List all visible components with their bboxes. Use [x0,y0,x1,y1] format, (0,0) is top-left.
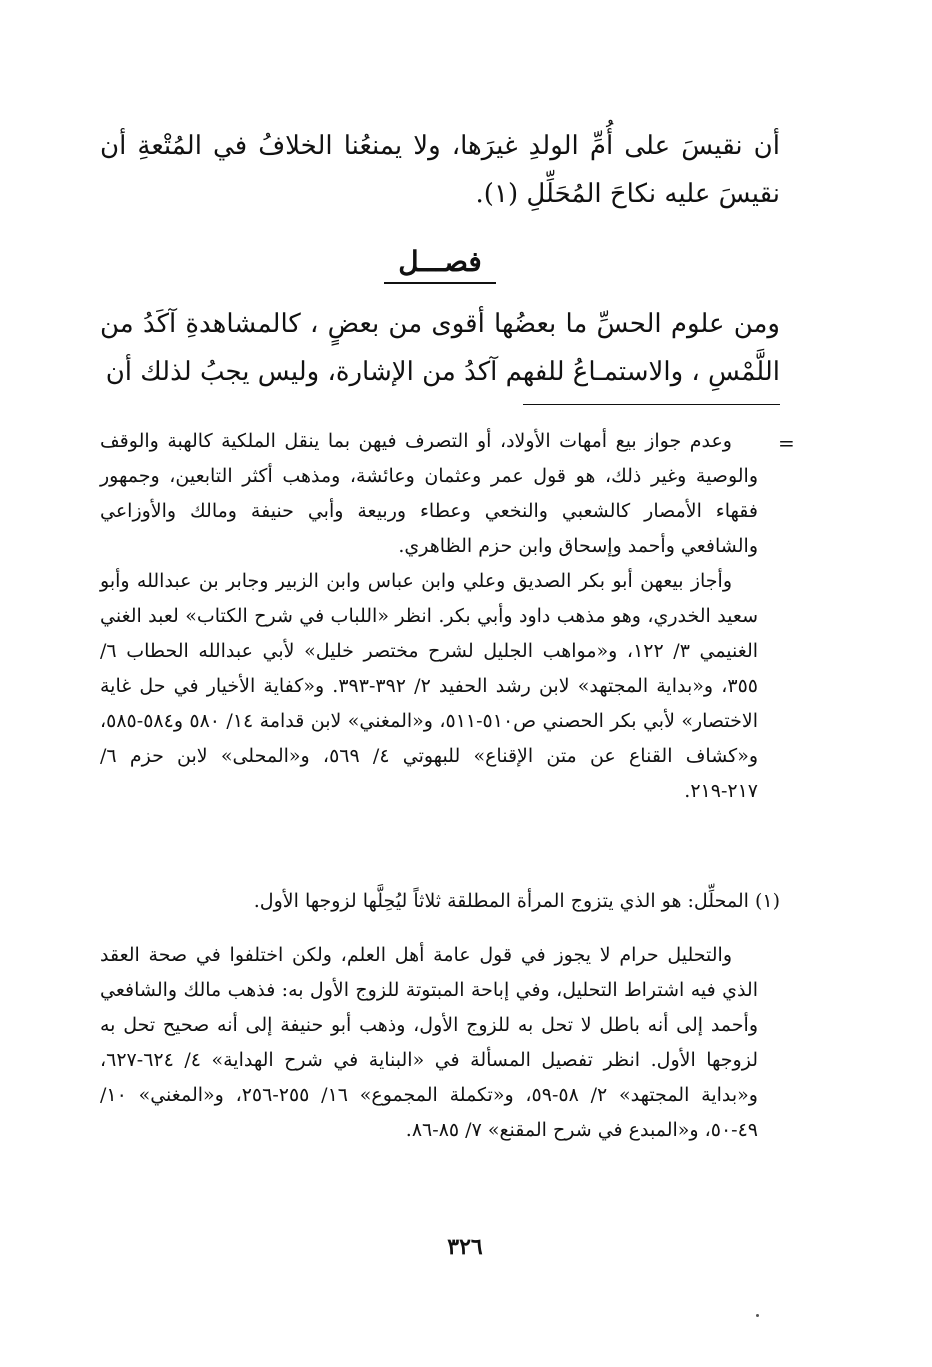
footnote-paragraph: والتحليل حرام لا يجوز في قول عامة أهل العلم، ولكن اختلفوا في صحة العقد الذي فيه اشتراط التحليل، وفي إباحة المبتوتة للزوج الأول به: فذهب مالك والشافعي وأحمد إلى أنه باطل لا تحل به للزوج الأول، وذهب أبو حنيفة إلى أنه صحيح تحل به لزوجها الأول. انظر تفصيل المسألة في «البناية في شرح الهداية» ٤/ ٦٢٤-٦٢٧، و«بداية المجتهد» ٢/ ٥٨-٥٩، و«تكملة المجموع» ١٦/ ٢٥٥-٢٥٦، و«المغني» ١٠/ ٤٩-٥٠، و«المبدع في شرح المقنع» ٧/ ٨٥-٨٦. [100,944,758,1141]
section-heading-text: فصـــل [384,245,495,284]
footnote-paragraph: وعدم جواز بيع أمهات الأولاد، أو التصرف فيهن بما ينقل الملكية كالهبة والوقف والوصية وغير ذلك، هو قول عمر وعثمان وعائشة، ومذهب أكثر التابعين، وجمهور فقهاء الأمصار كالشعبي والنخعي وعطاء وربيعة وأبي حنيفة ومالك والأوزاعي والشافعي وأحمد وإسحاق وابن حزم الظاهري. [100,430,758,557]
body-paragraph-2: ومن علوم الحسِّ ما بعضُها أقوى من بعضٍ ، كالمشاهدةِ آكَدُ من اللَّمْسِ ، والاستمـاعُ للفهم آكدُ من الإشارة، وليس يجبُ لذلك أن [100,309,780,387]
footnote-paragraph: وأجاز بيعهن أبو بكر الصديق وعلي وابن عباس وابن الزبير وجابر بن عبدالله وأبو سعيد الخدري، وهو مذهب داود وأبي بكر. انظر «اللباب في شرح الكتاب» لعبد الغني الغنيمي ٣/ ١٢٢، و«مواهب الجليل لشرح مختصر خليل» لأبي عبدالله الحطاب ٦/ ٣٥٥، و«بداية المجتهد» لابن رشد الحفيد ٢/ ٣٩٢-٣٩٣. و«كفاية الأخيار في حل غاية الاختصار» لأبي بكر الحصني ص٥١٠-٥١١، و«المغني» لابن قدامة ١٤/ ٥٨٠ و٥٨٤-٥٨٥، و«كشاف القناع عن متن الإقناع» للبهوتي ٤/ ٥٦٩، و«المحلى» لابن حزم ٦/ ٢١٧-٢١٩. [100,570,759,802]
footnote-divider [523,404,780,405]
body-paragraph-1: أن نقيسَ على أُمِّ الولدِ غيرَها، ولا يمنعُنا الخلافُ في المُتْعةِ أن نقيسَ عليه نكاحَ المُحَلِّلِ (١). [100,131,780,209]
section-heading [100,242,780,282]
scan-speck [756,1314,759,1317]
page-number: ٣٢٦ [447,1234,483,1260]
footnote-1-line: (١) المحلِّل: هو الذي يتزوج المرأة المطلقة ثلاثاً ليُحِلَّها لزوجها الأول. [253,890,780,912]
footnote-continuation [100,424,758,809]
footnote-continuation-marker: = [778,431,795,455]
footnote-1-body [100,938,758,1148]
footnote-1 [100,884,780,919]
